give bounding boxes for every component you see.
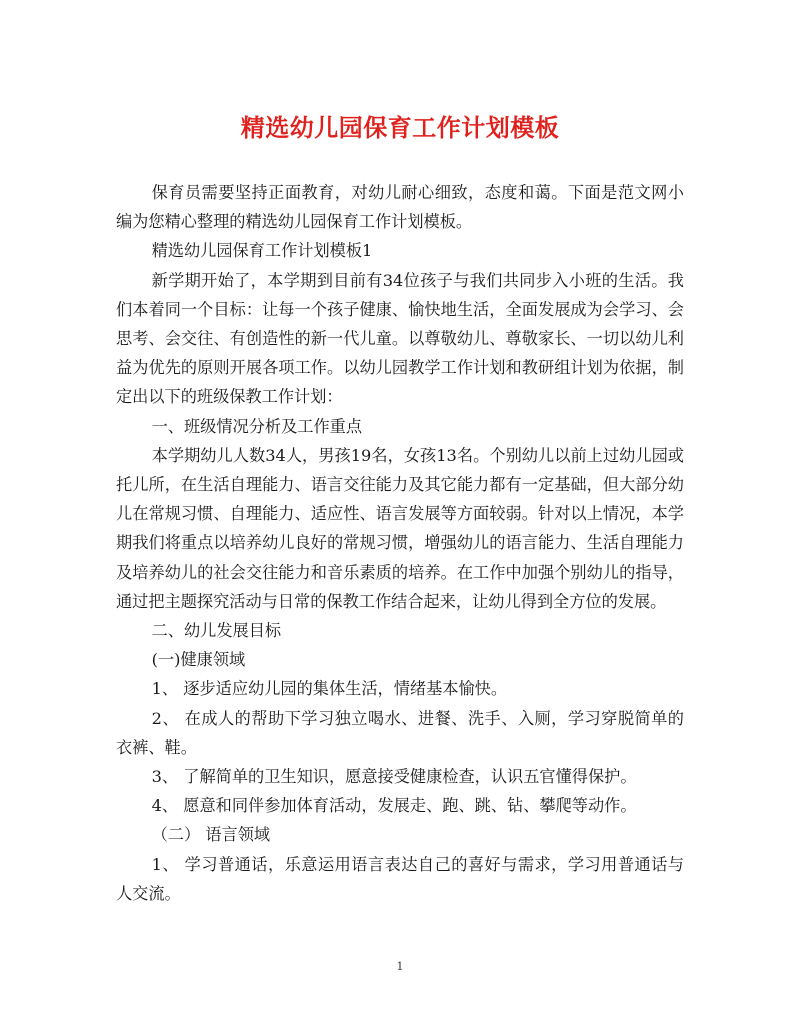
list-item: 1、 逐步适应幼儿园的集体生活，情绪基本愉快。 <box>151 679 508 699</box>
section-heading-template-1: 精选幼儿园保育工作计划模板1 <box>151 241 373 261</box>
body-paragraph: 新学期开始了，本学期到目前有34位孩子与我们共同步入小班的生活。我们本着同一个目标：让每一个孩子健康、愉快地生活，全面发展成为会学习、会思考、会交往、有创造性的新一代儿童。以尊敬幼儿、尊敬家长、一切以幼儿利益为优先的原则开展各项工作。以幼儿园教学工作计划和教研组计划为依据，制定出以下的班级保教工作计划： <box>116 270 684 407</box>
page-number: 1 <box>396 960 404 973</box>
subsection-heading-health: (一)健康领域 <box>151 650 246 670</box>
section-heading-class-analysis: 一、班级情况分析及工作重点 <box>151 416 363 436</box>
list-item: 1、 学习普通话，乐意运用语言表达自己的喜好与需求，学习用普通话与人交流。 <box>116 854 684 903</box>
document-title: 精选幼儿园保育工作计划模板 <box>240 113 560 142</box>
list-item: 3、 了解简单的卫生知识，愿意接受健康检查，认识五官懂得保护。 <box>151 767 637 787</box>
body-paragraph: 本学期幼儿人数34人，男孩19名，女孩13名。个别幼儿以前上过幼儿园或托儿所，在生活自理能力、语言交往能力及其它能力都有一定基础，但大部分幼儿在常规习惯、自理能力、适应性、语言发展等方面较弱。针对以上情况，本学期我们将重点以培养幼儿良好的常规习惯，增强幼儿的语言能力、生活自理能力及培养幼儿的社会交往能力和音乐素质的培养。在工作中加强个别幼儿的指导，通过把主题探究活动与日常的保教工作结合起来，让幼儿得到全方位的发展。 <box>116 445 684 611</box>
subsection-heading-language: （二） 语言领域 <box>151 825 271 845</box>
list-item: 2、 在成人的帮助下学习独立喝水、进餐、洗手、入厕，学习穿脱简单的衣裤、鞋。 <box>116 708 684 757</box>
intro-paragraph: 保育员需要坚持正面教育，对幼儿耐心细致，态度和蔼。下面是范文网小编为您精心整理的精选幼儿园保育工作计划模板。 <box>116 183 684 232</box>
list-item: 4、 愿意和同伴参加体育活动，发展走、跑、跳、钻、攀爬等动作。 <box>151 796 637 816</box>
section-heading-development-goals: 二、幼儿发展目标 <box>151 621 282 641</box>
document-body <box>116 178 684 908</box>
